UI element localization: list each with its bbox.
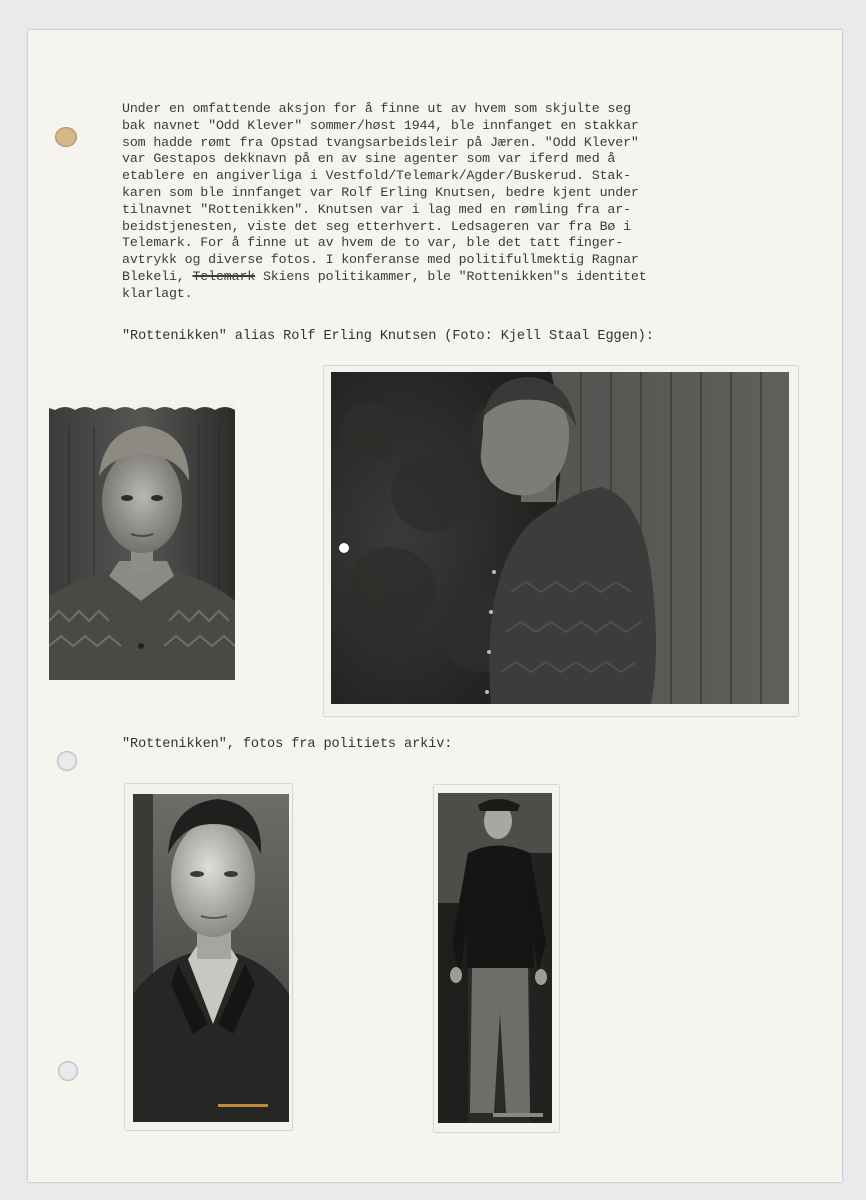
text-line: beidstjenesten, viste det seg etterhvert. Ledsageren var fra Bø i: [122, 218, 631, 234]
punch-hole: [58, 1061, 78, 1081]
text-line: tilnavnet "Rottenikken". Knutsen var i lag med en rømling fra ar-: [122, 201, 631, 217]
profile-photo: [331, 372, 789, 704]
punch-hole: [57, 751, 77, 771]
text-line: [122, 269, 802, 286]
text-fragment: Skiens politikammer, ble "Rottenikken"s identitet: [255, 268, 647, 284]
punch-hole: [55, 127, 77, 147]
text-line: Telemark. For å finne ut av hvem de to var, ble det tatt finger-: [122, 235, 624, 251]
text-line: avtrykk og diverse fotos. I konferanse med politifullmektig Ragnar: [122, 252, 639, 268]
text-line: etablere en angiverliga i Vestfold/Telemark/Agder/Buskerud. Stak-: [122, 168, 631, 184]
archive-fullbody-photo: [438, 793, 552, 1123]
text-line: Under en omfattende aksjon for å finne ut av hvem som skjulte seg: [122, 101, 631, 116]
text-line: klarlagt.: [122, 285, 193, 301]
portrait-photo: [49, 396, 235, 680]
struck-out-word: Telemark: [192, 268, 256, 284]
archive-portrait-photo: [133, 794, 289, 1122]
photo-caption: "Rottenikken" alias Rolf Erling Knutsen (Foto: Kjell Staal Eggen):: [122, 329, 654, 344]
text-line: var Gestapos dekknavn på en av sine agenter som var iferd med å: [122, 151, 616, 167]
text-line: som hadde rømt fra Opstad tvangsarbeidsleir på Jæren. "Odd Klever": [122, 134, 639, 150]
text-line: bak navnet "Odd Klever" sommer/høst 1944, ble innfanget en stakkar: [122, 117, 639, 133]
text-line: karen som ble innfanget var Rolf Erling Knutsen, bedre kjent under: [122, 184, 639, 200]
typed-paragraph: [122, 101, 802, 303]
photo-caption: "Rottenikken", fotos fra politiets arkiv:: [122, 737, 453, 752]
text-fragment: Blekeli,: [122, 268, 193, 284]
